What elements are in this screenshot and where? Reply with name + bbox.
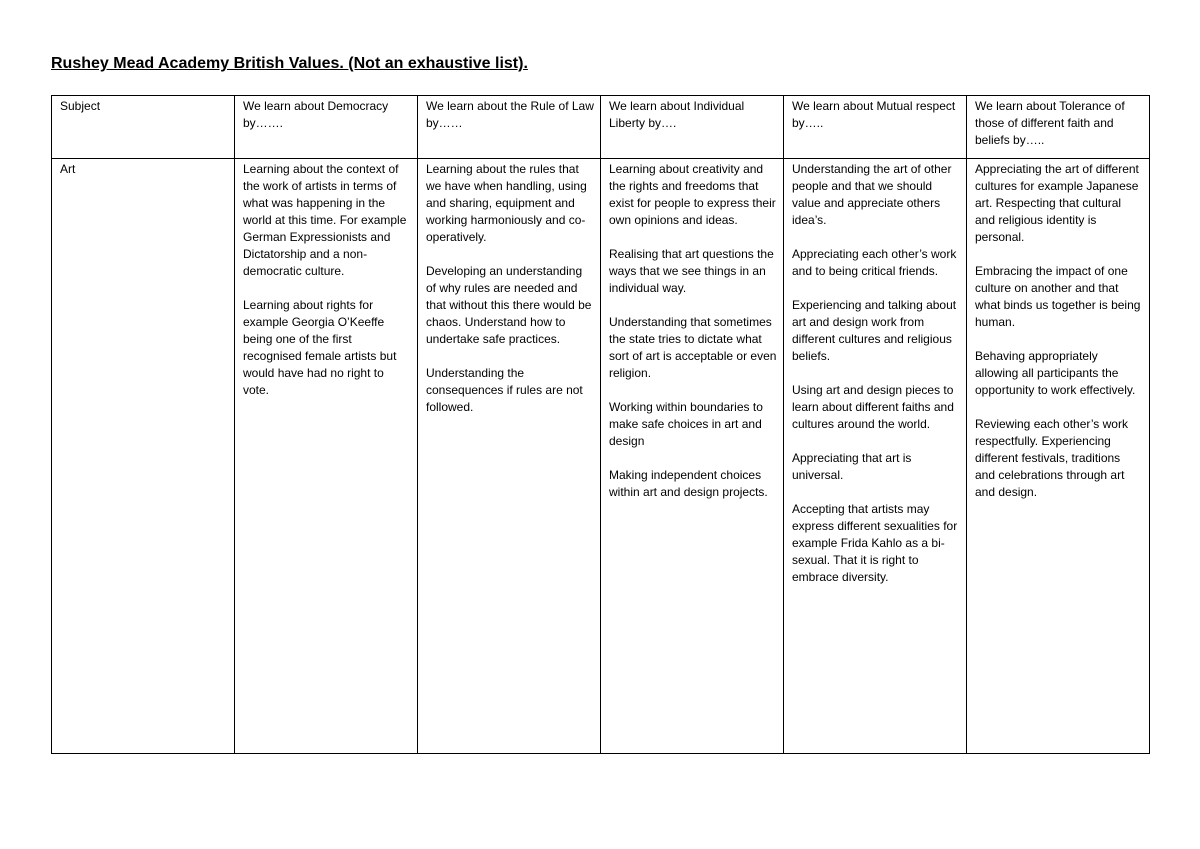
header-democracy: We learn about Democracy by……. bbox=[235, 96, 418, 159]
paragraph: Making independent choices within art and design projects. bbox=[609, 468, 768, 499]
paragraph: Embracing the impact of one culture on another and that what binds us together is being human. bbox=[975, 264, 1141, 329]
header-individual-liberty: We learn about Individual Liberty by…. bbox=[601, 96, 784, 159]
paragraph: Appreciating that art is universal. bbox=[792, 451, 912, 482]
paragraph: Behaving appropriately allowing all participants the opportunity to work effectively. bbox=[975, 349, 1136, 397]
cell-mutual-respect bbox=[784, 159, 967, 754]
paragraph: Developing an understanding of why rules are needed and that without this there would be chaos. Understand how to undertake safe practices. bbox=[426, 264, 592, 346]
paragraph: Using art and design pieces to learn about different faiths and cultures around the world. bbox=[792, 383, 954, 431]
paragraph: Understanding that sometimes the state tries to dictate what sort of art is acceptable or even religion. bbox=[609, 315, 777, 380]
cell-rule-of-law bbox=[418, 159, 601, 754]
header-mutual-respect: We learn about Mutual respect by….. bbox=[784, 96, 967, 159]
paragraph: Appreciating the art of different cultures for example Japanese art. Respecting that cultural and religious identity is personal. bbox=[975, 162, 1139, 244]
paragraph: Learning about rights for example Georgia O’Keeffe being one of the first recognised female artists but would have had no right to vote. bbox=[243, 298, 397, 397]
paragraph: Appreciating each other’s work and to being critical friends. bbox=[792, 247, 957, 278]
header-subject: Subject bbox=[52, 96, 235, 159]
paragraph: Learning about the context of the work of artists in terms of what was happening in the world at this time. For example German Expressionists and Dictatorship and a non-democratic culture. bbox=[243, 162, 407, 278]
paragraph: Experiencing and talking about art and design work from different cultures and religious beliefs. bbox=[792, 298, 957, 363]
paragraph: Learning about creativity and the rights and freedoms that exist for people to express their own opinions and ideas. bbox=[609, 162, 776, 227]
table-row bbox=[52, 159, 1150, 754]
paragraph: Understanding the art of other people and that we should value and appreciate others idea’s. bbox=[792, 162, 952, 227]
british-values-table bbox=[51, 95, 1150, 754]
cell-individual-liberty bbox=[601, 159, 784, 754]
cell-tolerance bbox=[967, 159, 1150, 754]
paragraph: Realising that art questions the ways that we see things in an individual way. bbox=[609, 247, 774, 295]
paragraph: Accepting that artists may express different sexualities for example Frida Kahlo as a bi-sexual. That it is right to embrace diversity. bbox=[792, 502, 958, 584]
header-rule-of-law: We learn about the Rule of Law by…… bbox=[418, 96, 601, 159]
paragraph: Learning about the rules that we have when handling, using and sharing, equipment and working harmoniously and co-operatively. bbox=[426, 162, 587, 244]
paragraph: Working within boundaries to make safe choices in art and design bbox=[609, 400, 763, 448]
cell-democracy bbox=[235, 159, 418, 754]
header-tolerance: We learn about Tolerance of those of different faith and beliefs by….. bbox=[967, 96, 1150, 159]
page-title: Rushey Mead Academy British Values. (Not an exhaustive list). bbox=[51, 55, 528, 72]
table-header-row bbox=[52, 96, 1150, 159]
cell-subject: Art bbox=[52, 159, 235, 754]
paragraph: Reviewing each other’s work respectfully. Experiencing different festivals, traditions and celebrations through art and design. bbox=[975, 417, 1128, 499]
paragraph: Understanding the consequences if rules are not followed. bbox=[426, 366, 583, 414]
